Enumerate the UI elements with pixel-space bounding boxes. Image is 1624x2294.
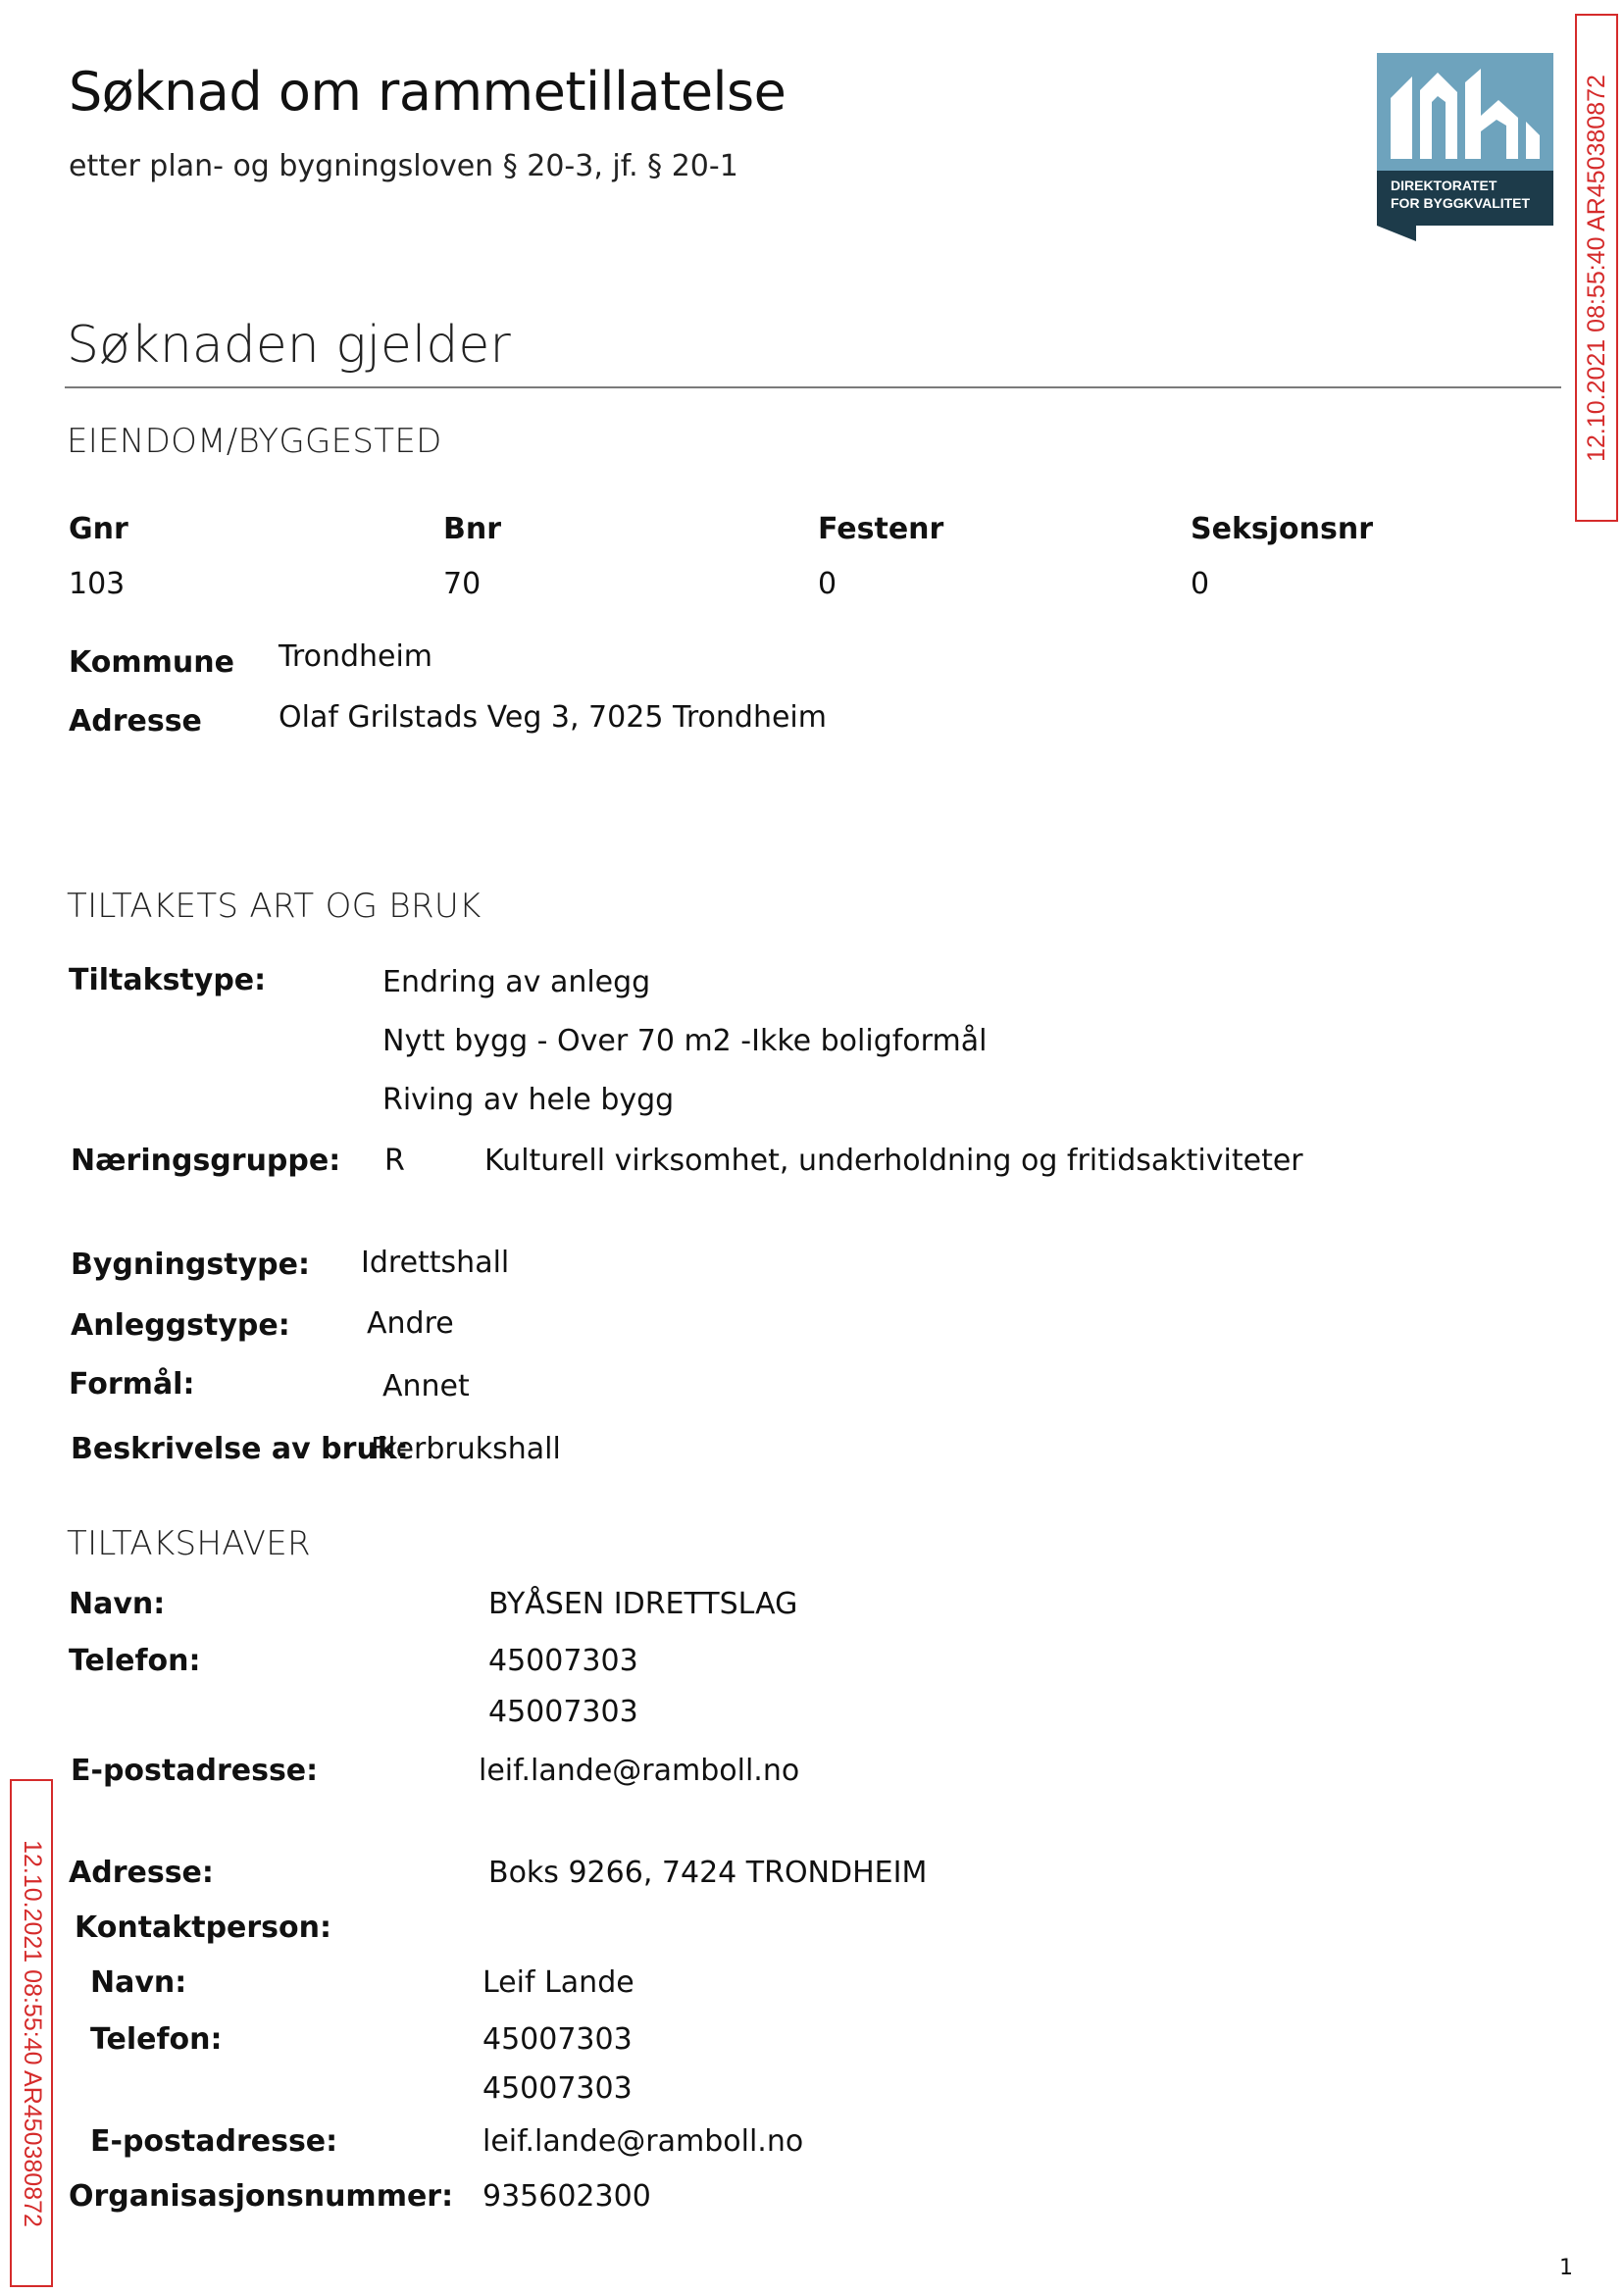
- label-bygningstype: Bygningstype:: [71, 1248, 310, 1282]
- stamp-left: 12.10.2021 08:55:40 AR450380872: [10, 1779, 53, 2287]
- value-kontakt-navn: Leif Lande: [482, 1965, 634, 2000]
- value-tiltakstype-2: Nytt bygg - Over 70 m2 -Ikke boligformål: [382, 1024, 988, 1058]
- document-subtitle: etter plan- og bygningsloven § 20-3, jf. § 20-1: [69, 149, 738, 183]
- value-orgnr: 935602300: [482, 2179, 651, 2214]
- heading-eiendom: EIENDOM/BYGGESTED: [67, 422, 442, 461]
- label-kontaktperson: Kontaktperson:: [75, 1911, 332, 1945]
- label-navn: Navn:: [69, 1587, 166, 1621]
- label-seksjonsnr: Seksjonsnr: [1191, 512, 1374, 546]
- value-kontakt-telefon-2: 45007303: [482, 2071, 633, 2106]
- logo-text-line2: FOR BYGGKVALITET: [1391, 195, 1531, 211]
- label-kontakt-epost: E-postadresse:: [90, 2124, 338, 2159]
- value-kontakt-epost: leif.lande@ramboll.no: [482, 2124, 804, 2159]
- value-tiltakshaver-adresse: Boks 9266, 7424 TRONDHEIM: [488, 1856, 928, 1890]
- label-orgnr: Organisasjonsnummer:: [69, 2179, 454, 2214]
- value-beskrivelse: Flerbrukshall: [371, 1432, 561, 1466]
- value-kontakt-telefon-1: 45007303: [482, 2022, 633, 2057]
- heading-tiltakshaver: TILTAKSHAVER: [67, 1524, 311, 1563]
- value-naeringsgruppe-code: R: [384, 1144, 405, 1178]
- value-tiltakstype-3: Riving av hele bygg: [382, 1083, 675, 1117]
- value-seksjonsnr: 0: [1191, 567, 1210, 601]
- value-bygningstype: Idrettshall: [361, 1246, 510, 1280]
- label-festenr: Festenr: [818, 512, 944, 546]
- label-kommune: Kommune: [69, 645, 234, 680]
- page-number: 1: [1559, 2256, 1573, 2280]
- label-formal: Formål:: [69, 1367, 195, 1402]
- value-navn: BYÅSEN IDRETTSLAG: [488, 1587, 798, 1621]
- label-beskrivelse: Beskrivelse av bruk:: [71, 1432, 409, 1466]
- label-anleggstype: Anleggstype:: [71, 1308, 290, 1343]
- value-adresse: Olaf Grilstads Veg 3, 7025 Trondheim: [279, 700, 827, 735]
- label-naeringsgruppe: Næringsgruppe:: [71, 1144, 341, 1178]
- heading-tiltak: TILTAKETS ART OG BRUK: [67, 887, 482, 926]
- value-formal: Annet: [382, 1369, 470, 1403]
- section-title: Søknaden gjelder: [67, 316, 511, 375]
- label-kontakt-telefon: Telefon:: [90, 2022, 223, 2057]
- label-epost: E-postadresse:: [71, 1754, 319, 1788]
- label-kontakt-navn: Navn:: [90, 1965, 187, 2000]
- label-adresse: Adresse: [69, 704, 202, 739]
- label-bnr: Bnr: [443, 512, 502, 546]
- label-telefon: Telefon:: [69, 1644, 201, 1678]
- section-divider: [65, 386, 1561, 388]
- label-gnr: Gnr: [69, 512, 128, 546]
- value-naeringsgruppe: Kulturell virksomhet, underholdning og fritidsaktiviteter: [484, 1144, 1303, 1178]
- value-kommune: Trondheim: [279, 639, 433, 674]
- label-tiltakshaver-adresse: Adresse:: [69, 1856, 214, 1890]
- document-title: Søknad om rammetillatelse: [69, 61, 787, 123]
- stamp-right: 12.10.2021 08:55:40 AR450380872: [1575, 14, 1618, 522]
- value-epost: leif.lande@ramboll.no: [479, 1754, 800, 1788]
- value-tiltakstype-1: Endring av anlegg: [382, 965, 651, 999]
- value-telefon-2: 45007303: [488, 1695, 638, 1729]
- value-gnr: 103: [69, 567, 126, 601]
- logo-text-line1: DIREKTORATET: [1391, 178, 1497, 193]
- value-bnr: 70: [443, 567, 482, 601]
- value-festenr: 0: [818, 567, 837, 601]
- value-telefon-1: 45007303: [488, 1644, 638, 1678]
- dibk-logo: [1377, 53, 1553, 241]
- value-anleggstype: Andre: [367, 1306, 454, 1341]
- label-tiltakstype: Tiltakstype:: [69, 963, 267, 997]
